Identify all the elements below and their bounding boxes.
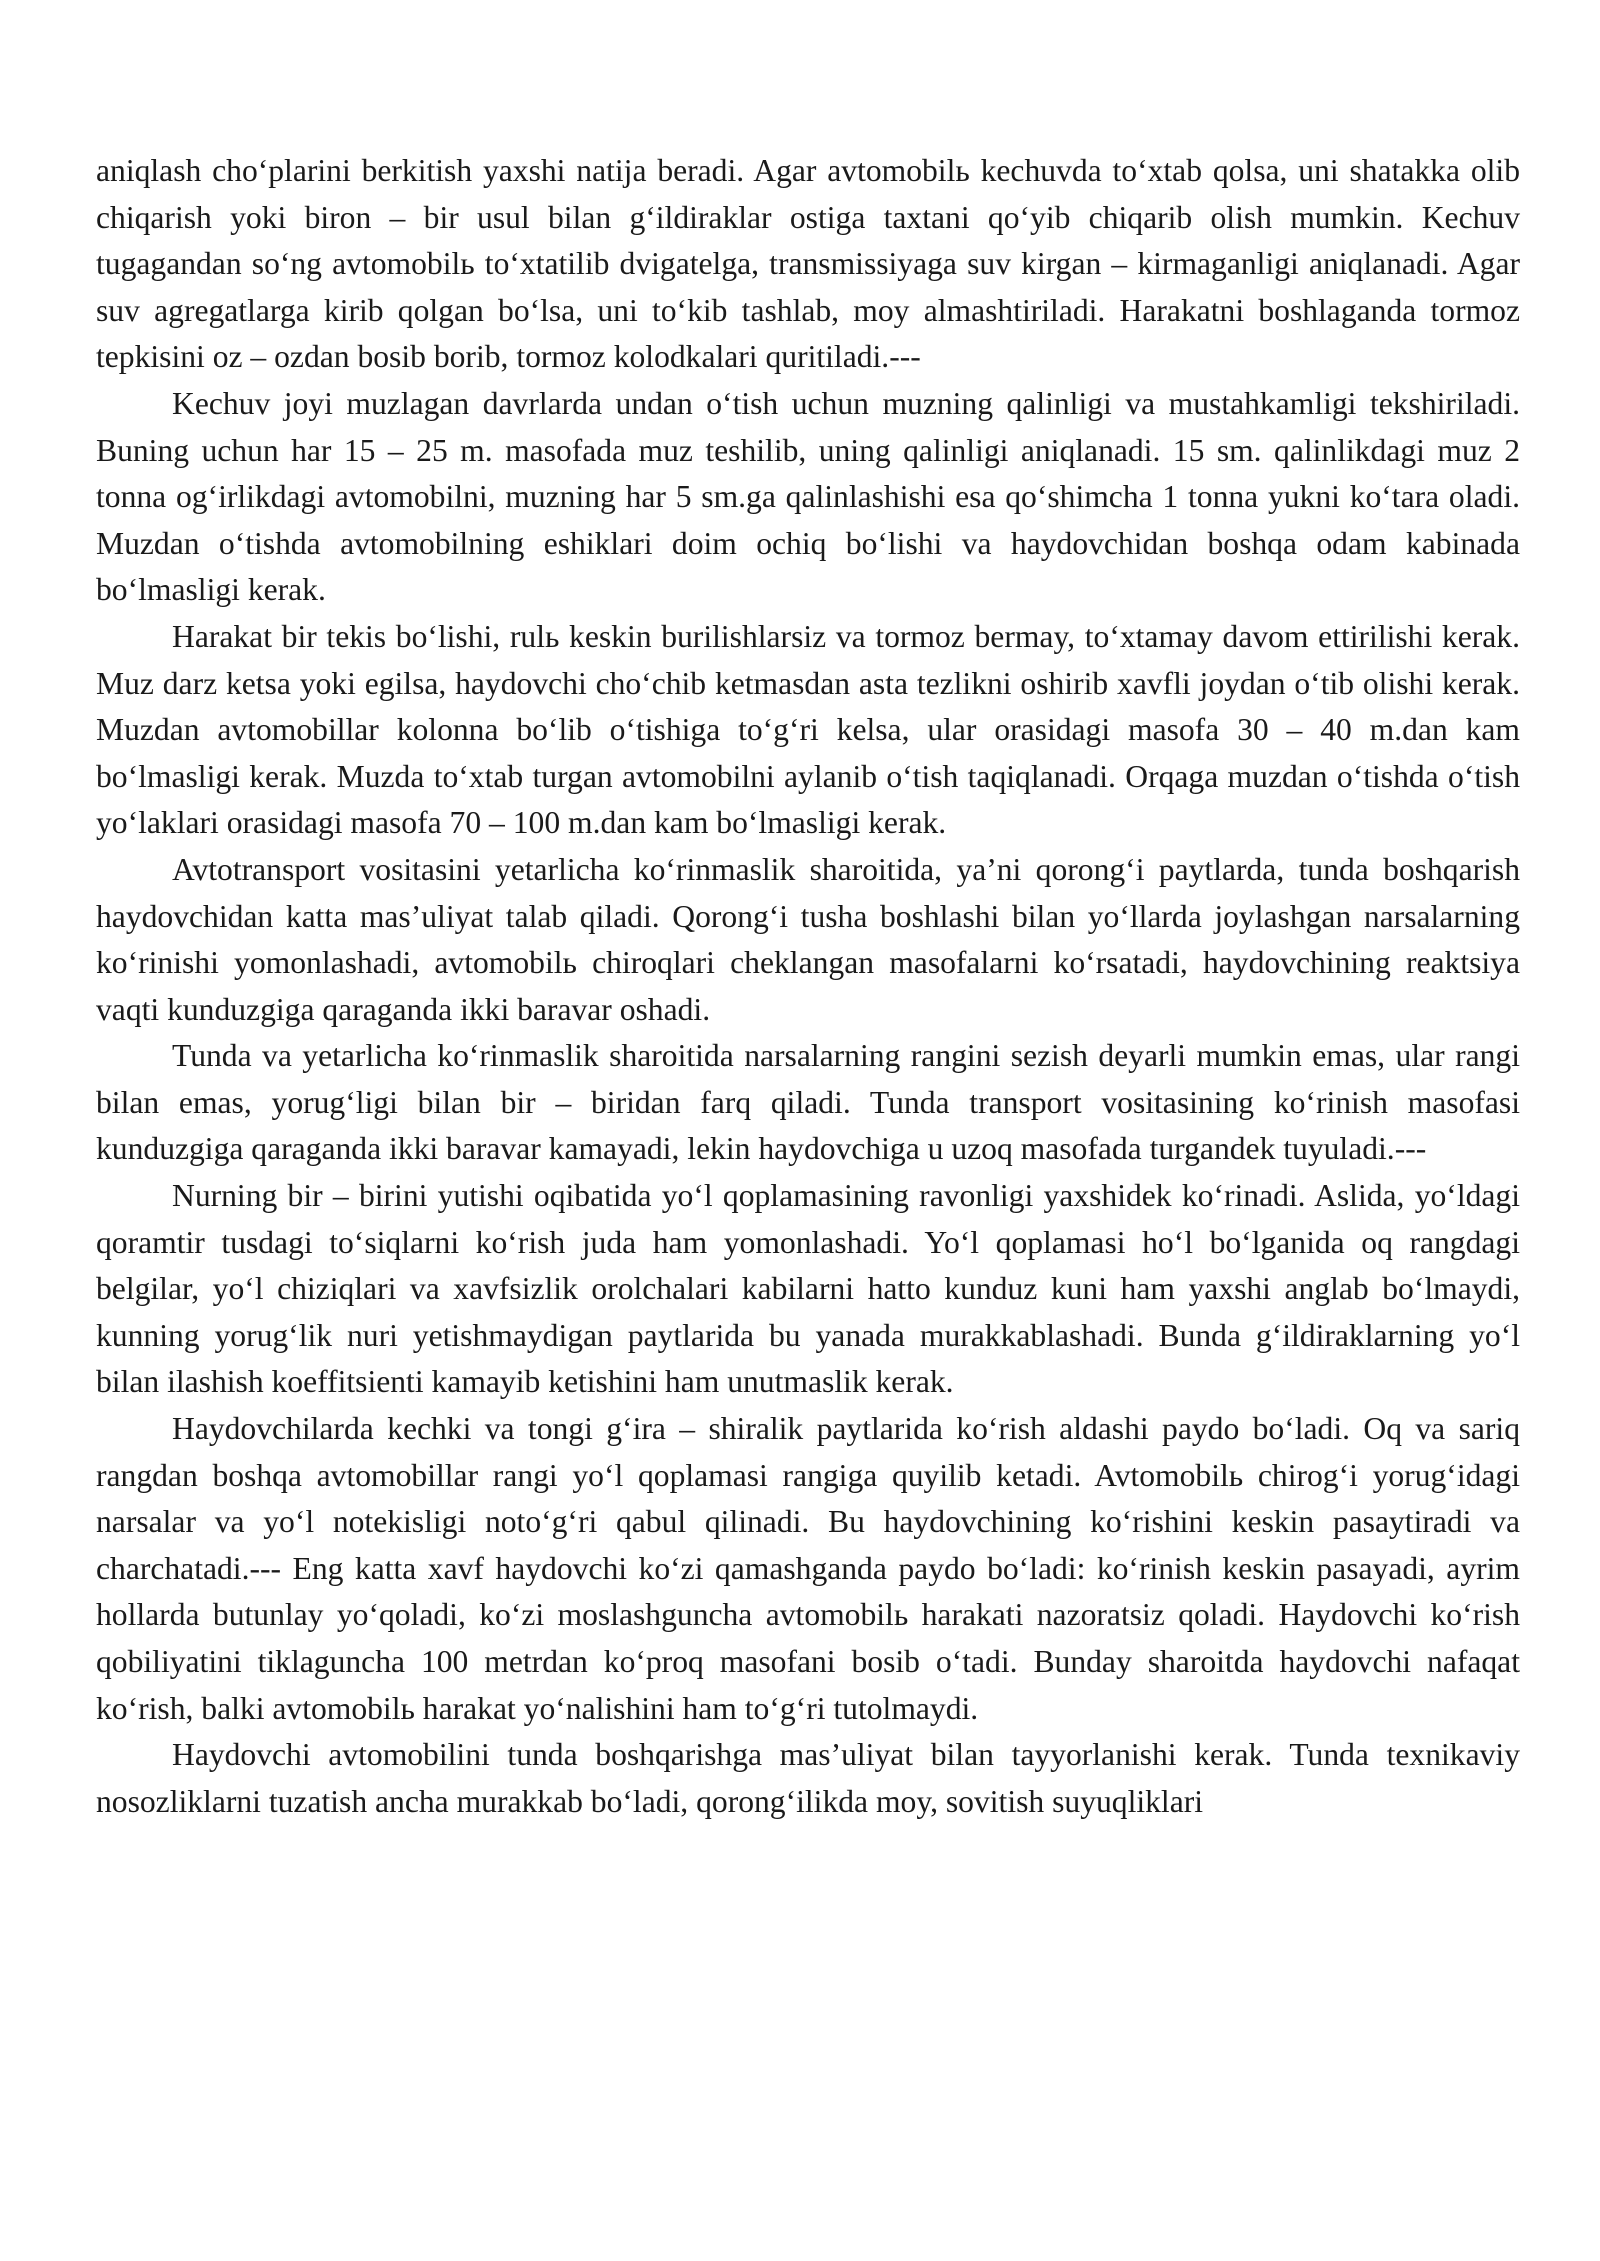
paragraph-5: Tunda va yetarlicha ko‘rinmaslik sharoitida narsalarning rangini sezish deyarli mumkin emas, ular rangi bilan emas, yorug‘ligi bilan bir – biridan farq qiladi. Tunda transport vositasining ko‘rinish masofasi kunduzgiga qaraganda ikki baravar kamayadi, lekin haydovchiga u uzoq masofada turgandek tuyuladi.--- (96, 1038, 1520, 1167)
paragraph-6: Nurning bir – birini yutishi oqibatida yo‘l qoplamasining ravonligi yaxshidek ko‘rinadi. Aslida, yo‘ldagi qoramtir tusdagi to‘siqlarni ko‘rish juda ham yomonlashadi. Yo‘l qoplamasi ho‘l bo‘lganida oq rangdagi belgilar, yo‘l chiziqlari va xavfsizlik orolchalari kabilarni hatto kunduz kuni ham yaxshi anglab bo‘lmaydi, kunning yorug‘lik nuri yetishmaydigan paytlarida bu yanada murakkablashadi. Bunda g‘ildiraklarning yo‘l bilan ilashish koeffitsienti kamayib ketishini ham unutmaslik kerak. (96, 1178, 1520, 1400)
paragraph-3: Harakat bir tekis bo‘lishi, rulь keskin burilishlarsiz va tormoz bermay, to‘xtamay davom ettirilishi kerak. Muz darz ketsa yoki egilsa, haydovchi cho‘chib ketmasdan asta tezlikni oshirib xavfli joydan o‘tib olishi kerak. Muzdan avtomobillar kolonna bo‘lib o‘tishiga to‘g‘ri kelsa, ular orasidagi masofa 30 – 40 m.dan kam bo‘lmasligi kerak. Muzda to‘xtab turgan avtomobilni aylanib o‘tish taqiqlanadi. Orqaga muzdan o‘tishda o‘tish yo‘laklari orasidagi masofa 70 – 100 m.dan kam bo‘lmasligi kerak. (96, 618, 1520, 841)
paragraph-7: Haydovchilarda kechki va tongi g‘ira – shiralik paytlarida ko‘rish aldashi paydo bo‘ladi. Oq va sariq rangdan boshqa avtomobillar rangi yo‘l qoplamasi rangiga quyilib ketadi. Avtomobilь chirog‘i yorug‘idagi narsalar va yo‘l notekisligi noto‘g‘ri qabul qilinadi. Bu haydovchining ko‘rishini keskin pasaytiradi va charchatadi.--- Eng katta xavf haydovchi ko‘zi qamashganda paydo bo‘ladi: ko‘rinish keskin pasayadi, ayrim hollarda butunlay yo‘qoladi, ko‘zi moslashguncha avtomobilь harakati nazoratsiz qoladi. Haydovchi ko‘rish qobiliyatini tiklaguncha 100 metrdan ko‘proq masofani bosib o‘tadi. Bunday sharoitda haydovchi nafaqat ko‘rish, balki avtomobilь harakat yo‘nalishini ham to‘g‘ri tutolmaydi. (96, 1411, 1520, 1726)
paragraph-4: Avtotransport vositasini yetarlicha ko‘rinmaslik sharoitida, ya’ni qorong‘i paytlarda, tunda boshqarish haydovchidan katta mas’uliyat talab qiladi. Qorong‘i tusha boshlashi bilan yo‘llarda joylashgan narsalarning ko‘rinishi yomonlashadi, avtomobilь chiroqlari cheklangan masofalarni ko‘rsatadi, haydovchining reaktsiya vaqti kunduzgiga qaraganda ikki baravar oshadi. (96, 851, 1520, 1027)
paragraph-2: Kechuv joyi muzlagan davrlarda undan o‘tish uchun muzning qalinligi va mustahkamligi tekshiriladi. Buning uchun har 15 – 25 m. masofada muz teshilib, uning qalinligi aniqlanadi. 15 sm. qalinlikdagi muz 2 tonna og‘irlikdagi avtomobilni, muzning har 5 sm.ga qalinlashishi esa qo‘shimcha 1 tonna yukni ko‘tara oladi. Muzdan o‘tishda avtomobilning eshiklari doim ochiq bo‘lishi va haydovchidan boshqa odam kabinada bo‘lmasligi kerak. (96, 385, 1520, 608)
paragraph-1: aniqlash cho‘plarini berkitish yaxshi natija beradi. Agar avtomobilь kechuvda to‘xtab qolsa, uni shatakka olib chiqarish yoki biron – bir usul bilan g‘ildiraklar ostiga taxtani qo‘yib chiqarib olish mumkin. Kechuv tugagandan so‘ng avtomobilь to‘xtatilib dvigatelga, transmissiyaga suv kirgan – kirmaganligi aniqlanadi. Agar suv agregatlarga kirib qolgan bo‘lsa, uni to‘kib tashlab, moy almashtiriladi. Harakatni boshlaganda tormoz tepkisini oz – ozdan bosib borib, tormoz kolodkalari quritiladi.--- (96, 153, 1520, 375)
paragraph-8: Haydovchi avtomobilini tunda boshqarishga mas’uliyat bilan tayyorlanishi kerak. Tunda texnikaviy nosozliklarni tuzatish ancha murakkab bo‘ladi, qorong‘ilikda moy, sovitish suyuqliklari (96, 1737, 1520, 1819)
document-page (96, 148, 1520, 1825)
